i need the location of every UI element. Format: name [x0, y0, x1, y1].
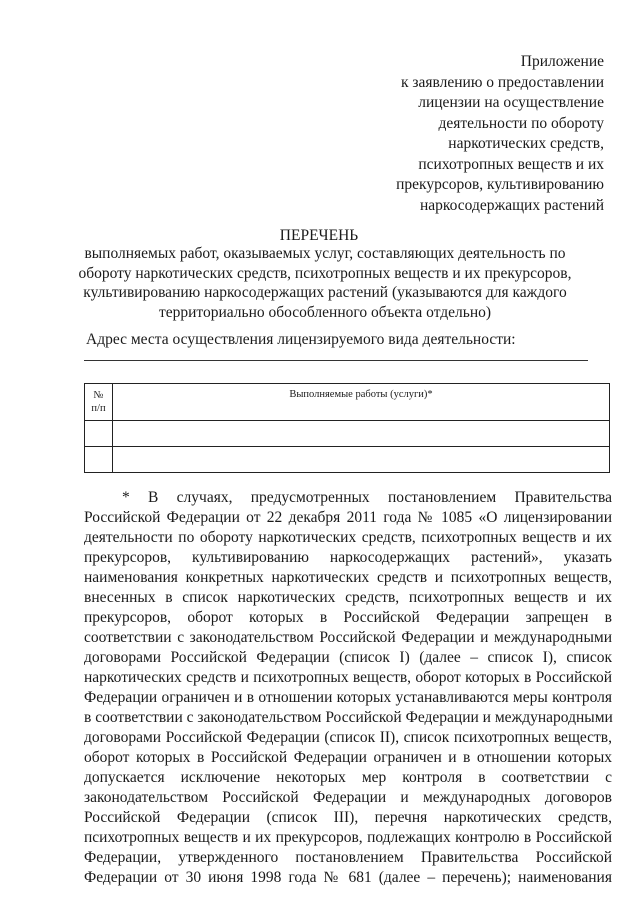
table-row — [85, 447, 610, 473]
table-cell-work[interactable] — [113, 421, 610, 447]
appendix-line: деятельности по обороту — [438, 114, 604, 132]
appendix-line: психотропных веществ и их — [418, 155, 604, 173]
footnote-line: * В случаях, предусмотренных постановлением Правительства — [122, 489, 612, 506]
subtitle-line: территориально обособленного объекта отдельно) — [158, 303, 492, 321]
address-input-line[interactable] — [84, 360, 588, 361]
footnote-line: оборот которых в Российской Федерации ограничен и в отношении которых — [84, 749, 612, 766]
appendix-line: наркотических средств, — [448, 135, 604, 152]
document-title: ПЕРЕЧЕНЬ — [279, 227, 359, 244]
footnote-line: Российской Федерации от 22 декабря 2011 года № 1085 «О лицензировании — [84, 509, 612, 526]
works-table — [84, 383, 610, 473]
footnote-line: в соответствии с законодательством Российской Федерации и международными — [84, 709, 613, 726]
footnote-line: Федерации, утвержденного постановлением Правительства Российской — [84, 849, 612, 866]
document-subtitle — [70, 244, 580, 322]
footnote-line: соответствии с законодательством Российской Федерации и международными — [84, 629, 612, 646]
footnote-line: психотропных веществ и их прекурсоров, подлежащих контролю в Российской — [84, 829, 612, 846]
footnote-line: допускается исключение некоторых мер контроля в соответствии с — [84, 769, 612, 786]
footnote-line: договорами Российской Федерации (список II), список психотропных веществ, — [84, 729, 612, 746]
table-header-row — [85, 384, 610, 421]
column-header-number-line2: п/п — [91, 403, 106, 414]
footnote-line: Федерации ограничен и в отношении которых устанавливаются меры контроля — [84, 689, 612, 706]
appendix-header — [344, 52, 604, 216]
subtitle-line: обороту наркотических средств, психотропных веществ и их прекурсоров, — [78, 264, 572, 282]
footnote-line: наркотических средств и психотропных веществ, оборот которых в Российской — [84, 669, 612, 686]
appendix-line: лицензии на осуществление — [418, 94, 604, 111]
appendix-line: к заявлению о предоставлении — [400, 73, 604, 91]
footnote-line: Российской Федерации (список III), перечня наркотических средств, — [84, 809, 612, 826]
footnote-line: наименования конкретных наркотических средств и психотропных веществ, — [84, 569, 612, 586]
column-header-number-line1: № — [93, 390, 104, 401]
footnote-line: законодательством Российской Федерации и международных договоров — [84, 789, 612, 806]
appendix-line: наркосодержащих растений — [420, 196, 604, 214]
column-header-number — [85, 384, 113, 421]
footnote-line: Федерации от 30 июня 1998 года № 681 (далее – перечень); наименования — [84, 869, 612, 886]
footnote — [84, 488, 612, 888]
column-header-works: Выполняемые работы (услуги)* — [113, 384, 610, 421]
appendix-line: Приложение — [520, 53, 604, 70]
appendix-line: прекурсоров, культивированию — [396, 176, 604, 193]
table-cell-number[interactable] — [85, 421, 113, 447]
footnote-line: прекурсоров, оборот которых в Российской Федерации запрещен в — [84, 609, 612, 626]
footnote-line: деятельности по обороту наркотических средств, психотропных веществ и их — [84, 529, 612, 546]
footnote-line: внесенных в список наркотических средств, психотропных веществ и их — [84, 589, 612, 606]
subtitle-line: выполняемых работ, оказываемых услуг, составляющих деятельность по — [84, 245, 566, 262]
footnote-line: прекурсоров, культивированию наркосодержащих растений», указать — [84, 549, 612, 566]
footnote-line: договорами Российской Федерации (список I) (далее – список I), список — [84, 649, 612, 666]
table-cell-number[interactable] — [85, 447, 113, 473]
address-label: Адрес места осуществления лицензируемого вида деятельности: — [86, 331, 516, 348]
table-cell-work[interactable] — [113, 447, 610, 473]
table-row — [85, 421, 610, 447]
subtitle-line: культивированию наркосодержащих растений (указываются для каждого — [83, 284, 567, 301]
